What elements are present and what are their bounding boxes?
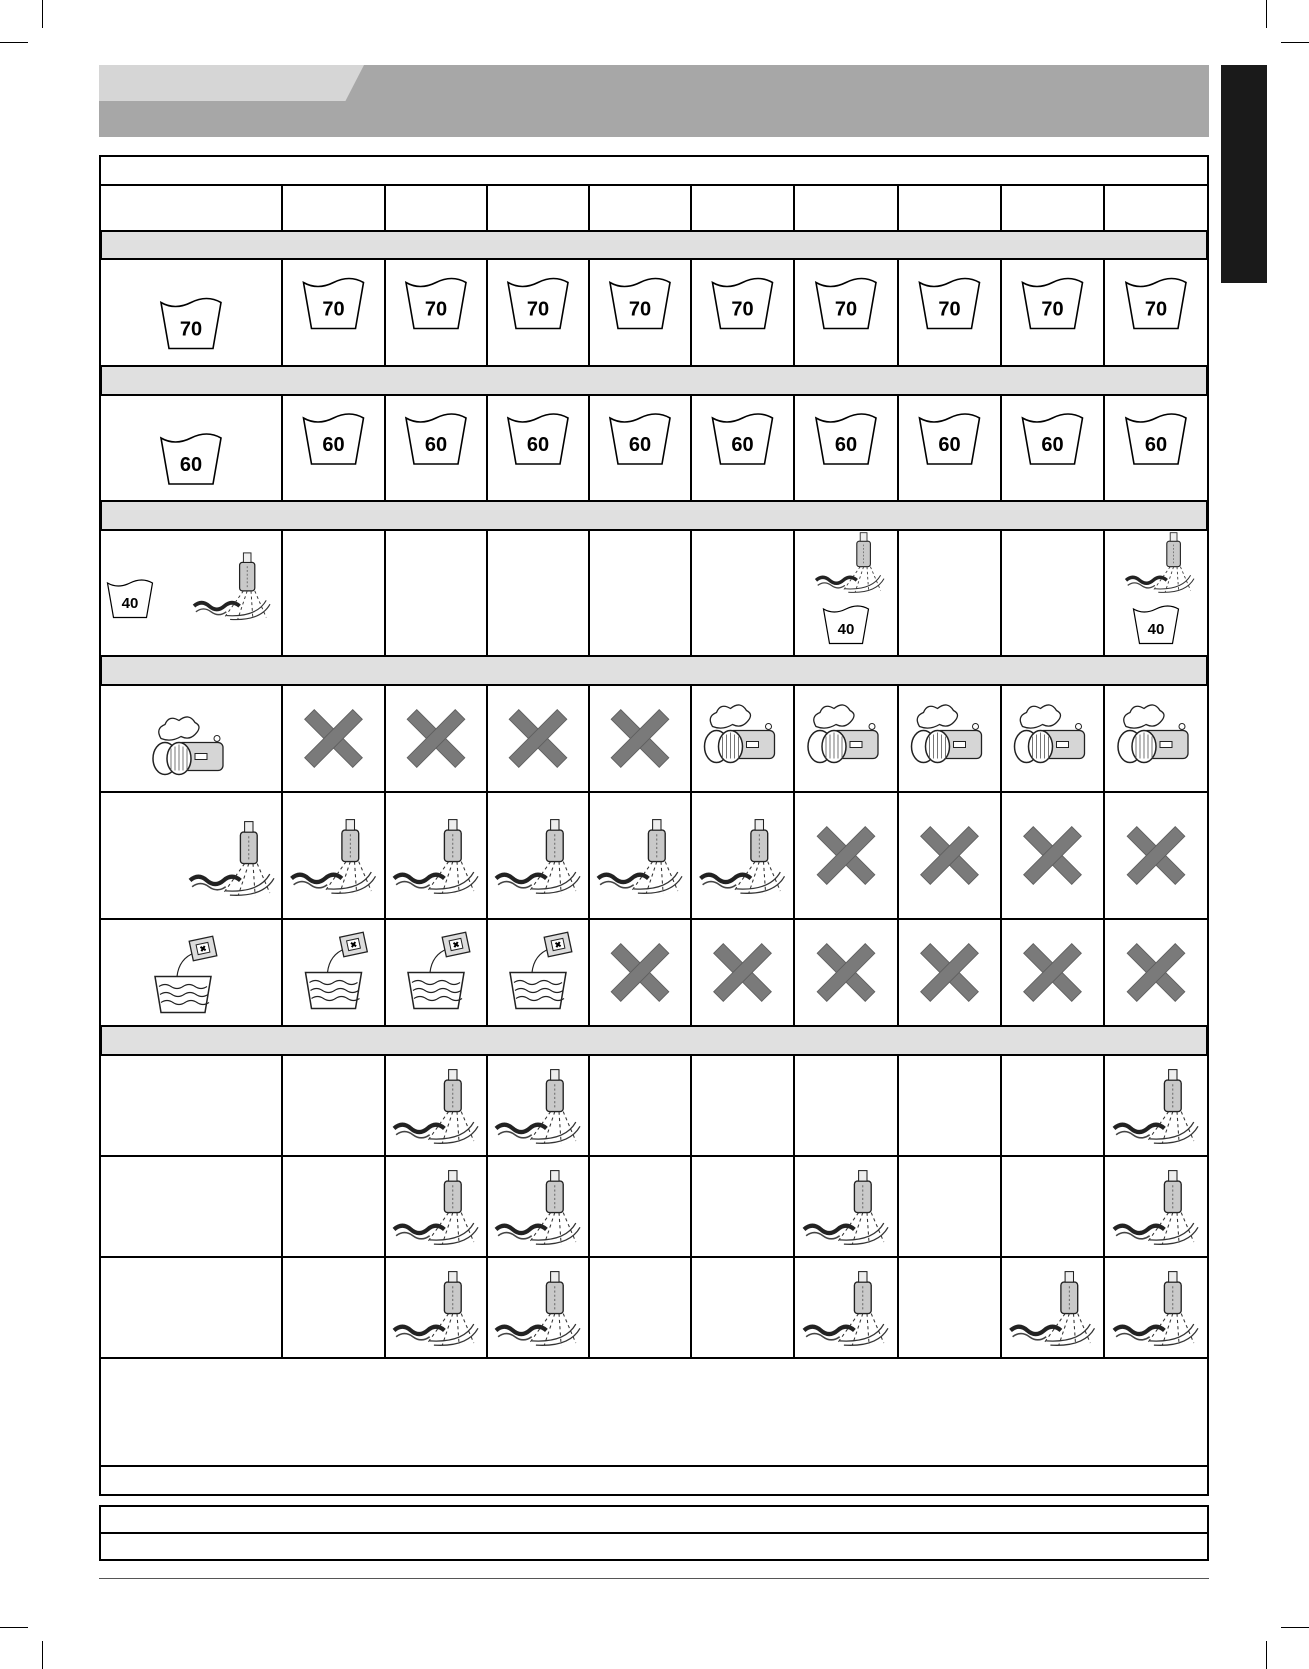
spray-wash-icon — [1011, 1272, 1095, 1346]
wash-60-icon — [161, 434, 221, 484]
wash-70-icon — [406, 279, 466, 329]
wash-temperature-label: 70 — [1144, 298, 1168, 321]
spray-wash-icon — [394, 1272, 478, 1346]
not-allowed-icon — [490, 690, 586, 786]
wash-temperature-label: 40 — [837, 620, 855, 638]
wash-temperature-label: 60 — [834, 434, 858, 456]
spray-wash-icon — [194, 553, 270, 620]
wash-60-icon — [406, 414, 466, 464]
spray-wash-icon — [1114, 1171, 1198, 1245]
spray-wash-icon — [394, 820, 478, 894]
wash-temperature-label: 70 — [938, 298, 961, 321]
wash-temperature-label: 60 — [938, 434, 961, 456]
wash-40-icon — [824, 606, 869, 644]
not-allowed-icon — [694, 924, 790, 1020]
steam-drum-icon — [1015, 705, 1085, 763]
wash-temperature-label: 70 — [179, 318, 203, 341]
wash-temperature-label: 60 — [1041, 434, 1064, 456]
wash-60-icon — [304, 414, 364, 464]
wash-70-icon — [920, 279, 980, 329]
wash-60-icon — [816, 414, 876, 464]
wash-70-icon — [508, 279, 568, 329]
steam-drum-icon — [705, 705, 775, 763]
spray-wash-icon — [190, 822, 274, 896]
not-allowed-icon — [1004, 924, 1100, 1020]
section-band — [101, 1026, 1207, 1055]
wash-70-icon — [1023, 279, 1083, 329]
wash-60-icon — [920, 414, 980, 464]
wash-70-icon — [713, 279, 773, 329]
spray-wash-icon — [1114, 1272, 1198, 1346]
footer-rule — [99, 1578, 1209, 1579]
soak-bucket-icon — [510, 932, 572, 1008]
wash-temperature-label: 70 — [628, 298, 652, 321]
not-allowed-icon — [285, 690, 381, 786]
wash-60-icon — [713, 414, 773, 464]
spray-wash-icon — [701, 820, 785, 894]
wash-temperature-label: 60 — [526, 434, 550, 456]
wash-temperature-label: 40 — [1147, 620, 1165, 638]
wash-temperature-label: 40 — [121, 594, 139, 612]
wash-temperature-label: 60 — [731, 434, 754, 456]
not-allowed-icon — [901, 924, 997, 1020]
not-allowed-icon — [1004, 807, 1100, 903]
spray-wash-icon — [598, 820, 682, 894]
not-allowed-icon — [388, 690, 484, 786]
wash-temperature-label: 60 — [628, 434, 652, 456]
spray-wash-icon — [292, 820, 376, 894]
not-allowed-icon — [798, 807, 894, 903]
wash-70-icon — [1126, 279, 1186, 329]
section-band — [101, 656, 1207, 685]
spray-wash-icon — [394, 1171, 478, 1245]
section-band — [101, 231, 1207, 259]
wash-temperature-label: 60 — [424, 434, 448, 456]
steam-drum-icon — [153, 717, 223, 775]
spray-wash-icon — [804, 1171, 888, 1245]
spray-wash-icon — [804, 1272, 888, 1346]
wash-70-icon — [816, 279, 876, 329]
wash-60-icon — [508, 414, 568, 464]
spray-wash-icon — [1126, 533, 1194, 593]
section-band — [101, 501, 1207, 530]
wash-70-icon — [610, 279, 670, 329]
spray-wash-icon — [816, 533, 884, 593]
wash-temperature-label: 60 — [1144, 434, 1168, 456]
section-band — [101, 366, 1207, 395]
wash-temperature-label: 70 — [322, 298, 345, 321]
not-allowed-icon — [592, 924, 688, 1020]
steam-drum-icon — [912, 705, 982, 763]
wash-60-icon — [1126, 414, 1186, 464]
steam-drum-icon — [808, 705, 878, 763]
wash-temperature-label: 70 — [526, 298, 550, 321]
soak-bucket-icon — [155, 936, 217, 1012]
soak-bucket-icon — [408, 932, 470, 1008]
steam-drum-icon — [1118, 705, 1188, 763]
spray-wash-icon — [496, 1272, 580, 1346]
wash-temperature-label: 70 — [731, 298, 754, 321]
spray-wash-icon — [394, 1070, 478, 1144]
wash-temperature-label: 70 — [424, 298, 448, 321]
wash-temperature-label: 60 — [179, 454, 203, 476]
spray-wash-icon — [496, 820, 580, 894]
spray-wash-icon — [496, 1171, 580, 1245]
not-allowed-icon — [798, 924, 894, 1020]
wash-60-icon — [1023, 414, 1083, 464]
wash-temperature-label: 70 — [1041, 298, 1064, 321]
not-allowed-icon — [1108, 807, 1204, 903]
wash-40-icon — [1134, 606, 1179, 644]
wash-60-icon — [610, 414, 670, 464]
wash-70-icon — [304, 279, 364, 329]
spray-wash-icon — [1114, 1070, 1198, 1144]
wash-temperature-label: 70 — [834, 298, 858, 321]
not-allowed-icon — [901, 807, 997, 903]
wash-70-icon — [161, 299, 221, 349]
not-allowed-icon — [592, 690, 688, 786]
spray-wash-icon — [496, 1070, 580, 1144]
wash-temperature-label: 60 — [322, 434, 345, 456]
wash-40-icon — [108, 580, 153, 618]
soak-bucket-icon — [306, 932, 368, 1008]
not-allowed-icon — [1108, 924, 1204, 1020]
